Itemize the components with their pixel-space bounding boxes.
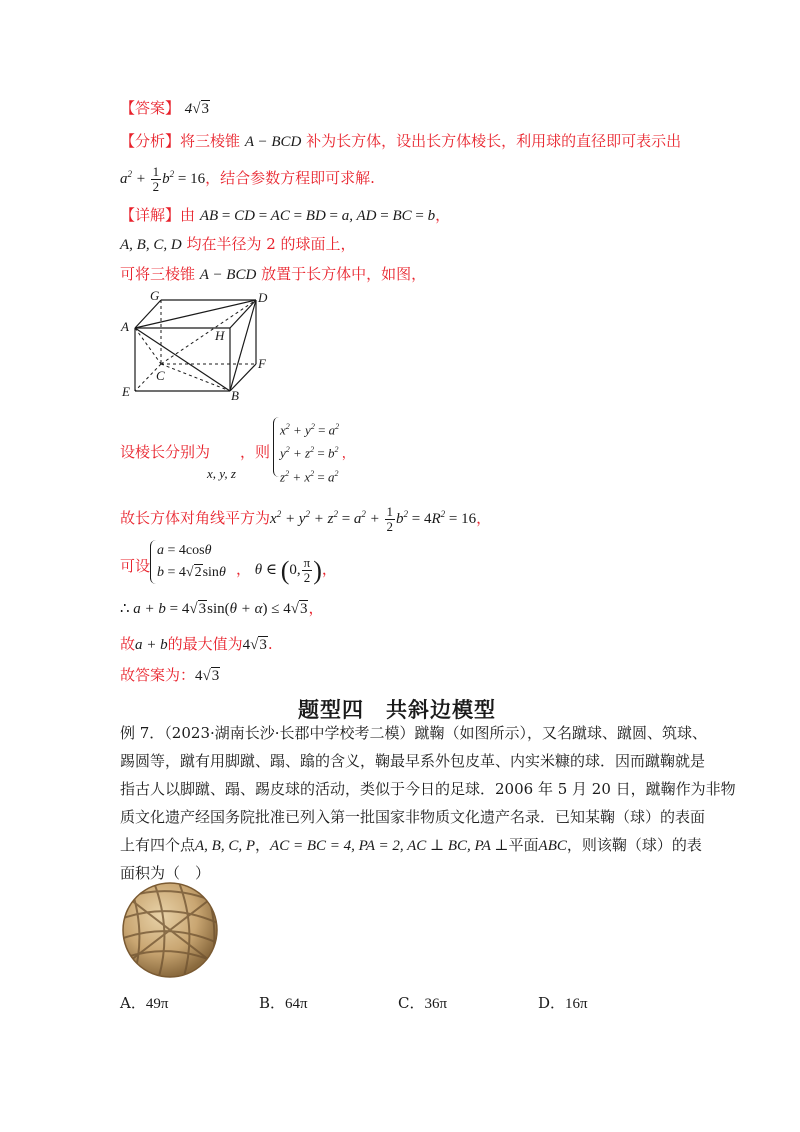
detail-text-10: 的最大值为 bbox=[167, 635, 243, 653]
choice-c[interactable] bbox=[398, 992, 447, 1013]
detail-text-5: 设棱长分别为 bbox=[120, 443, 211, 461]
label-C: C bbox=[156, 368, 165, 383]
detail-text-2: 均在半径为 2 的球面上， bbox=[186, 235, 356, 253]
section-title: 题型四 共斜边模型 bbox=[298, 698, 496, 722]
detail-line-5: 故长方体对角线平方为$x^2 + y^2 + z^2 = a^2$ + $\frac{1}{2}$ $b^2 = 4R^2 = 16$， bbox=[120, 504, 492, 535]
detail-line-7: ∴ a + b = 4√3sin(θ + α) ≤ 4√3， bbox=[120, 599, 324, 617]
question-line-5 bbox=[120, 831, 702, 860]
question-line-6: 面积为（ ） bbox=[120, 864, 211, 882]
answer-value: 4√3 bbox=[184, 101, 210, 117]
detail-line-3 bbox=[120, 264, 426, 285]
detail-eq-1: AB = CD = AC = BD = a, AD = BC = b bbox=[199, 208, 436, 224]
choice-a-value: 49π bbox=[145, 996, 169, 1012]
cuboid-figure bbox=[118, 288, 278, 403]
q5-text-d: ，则该鞠（球）的表 bbox=[566, 836, 702, 854]
detail-points: A, B, C, D bbox=[120, 237, 182, 253]
tetra-name: A − BCD bbox=[244, 134, 302, 150]
question-line-1: 例 7．（2023·湖南长沙·长郡中学校考二模）蹴鞠（如图所示），又名蹴球、蹴圆、筑球、 bbox=[120, 724, 708, 742]
detail-line-1 bbox=[120, 205, 450, 226]
answer-line bbox=[120, 98, 210, 119]
question-line-4: 质文化遗产经国务院批准已列入第一批国家非物质文化遗产名录．已知某鞠（球）的表面 bbox=[120, 808, 706, 826]
tetra-name-2: A − BCD bbox=[199, 267, 257, 283]
choice-b-letter: B． bbox=[259, 994, 286, 1012]
detail-line-9 bbox=[120, 665, 220, 686]
choice-d-letter: D． bbox=[538, 994, 566, 1012]
label-B: B bbox=[231, 388, 239, 403]
label-A: A bbox=[121, 319, 129, 334]
cuju-ball-image bbox=[118, 880, 222, 980]
q5-text-c: 平面 bbox=[508, 836, 539, 854]
analysis-line bbox=[120, 131, 681, 152]
label-G: G bbox=[150, 288, 160, 303]
inequality: ∴ a + b = 4√3sin(θ + α) ≤ 4√3 bbox=[120, 601, 308, 617]
choice-a[interactable] bbox=[120, 992, 168, 1013]
sys-eq-3: $z^2 + x^2 = a^2$ bbox=[280, 468, 339, 484]
question-line-3: 指古人以脚蹴、蹋、踢皮球的活动，类似于今日的足球．2006 年 5 月 20 日，蹴鞠作为非物 bbox=[120, 780, 736, 798]
analysis-text-2: 补为长方体，设出长方体棱长，利用球的直径即可表示出 bbox=[306, 132, 682, 150]
question-line-2: 踢圆等，蹴有用脚蹴、蹋、蹹的含义，鞠最早系外包皮革、内实米糠的球．因而蹴鞠就是 bbox=[120, 752, 706, 770]
detail-label: 【详解】 bbox=[120, 206, 181, 224]
choice-d[interactable] bbox=[538, 992, 588, 1013]
detail-text: 由 bbox=[180, 206, 196, 224]
analysis-eq-line bbox=[120, 160, 375, 194]
param-system bbox=[157, 540, 226, 584]
analysis-equation: $a^2$ + $\frac{1}{2}$ $b^2 = 16$ bbox=[120, 164, 206, 195]
detail-line-6 bbox=[120, 556, 150, 576]
q5-conditions: AC = BC = 4, PA = 2, AC ⊥ BC, PA ⊥ bbox=[270, 838, 509, 854]
label-D: D bbox=[258, 290, 268, 305]
system-brace bbox=[273, 417, 280, 477]
detail-text-9: 故 bbox=[120, 635, 136, 653]
detail-text-8: 可设 bbox=[120, 557, 151, 575]
choice-b-value: 64π bbox=[285, 996, 308, 1012]
param-brace bbox=[150, 540, 157, 584]
max-value: 4√3 bbox=[242, 637, 267, 653]
final-answer: 4√3 bbox=[195, 668, 220, 684]
detail-line-8: 故a + b的最大值为4√3. bbox=[120, 635, 273, 653]
analysis-text-3: ，结合参数方程即可求解. bbox=[205, 169, 375, 187]
edge-AC bbox=[135, 328, 161, 364]
q5-points: A, B, C, P bbox=[195, 838, 256, 854]
choice-a-letter: A． bbox=[120, 994, 146, 1012]
choice-b[interactable] bbox=[259, 992, 308, 1013]
detail-then: ，则 bbox=[240, 443, 271, 461]
analysis-label: 【分析】 bbox=[120, 132, 181, 150]
sys-eq-1: $x^2 + y^2 = a^2$ bbox=[280, 422, 340, 438]
q5-text-a: 上有四个点 bbox=[120, 836, 196, 854]
diagonal-equation: $x^2 + y^2 + z^2 = a^2$ + $\frac{1}{2}$ $b^2 = 4R^2 = 16$ bbox=[270, 504, 477, 535]
label-E: E bbox=[122, 384, 130, 399]
comma: ， bbox=[435, 206, 451, 224]
answer-label: 【答案】 bbox=[120, 99, 181, 117]
equation-system bbox=[280, 417, 355, 487]
detail-text-3: 可将三棱锥 bbox=[120, 265, 196, 283]
param-a: a = 4cosθ bbox=[157, 543, 212, 558]
sum-ab: a + b bbox=[135, 637, 168, 653]
choice-c-value: 36π bbox=[424, 996, 448, 1012]
detail-line-4 bbox=[120, 442, 210, 462]
q5-plane: ABC bbox=[538, 838, 567, 854]
detail-text-4: 放置于长方体中，如图， bbox=[261, 265, 427, 283]
label-F: F bbox=[258, 356, 266, 371]
choice-d-value: 16π bbox=[565, 996, 588, 1012]
sys-eq-2: $y^2 + z^2 = b^2$ ， bbox=[280, 445, 355, 461]
analysis-text: 将三棱锥 bbox=[180, 132, 241, 150]
edge-AG bbox=[135, 300, 161, 328]
theta-range: ， θ ∈ (0, $\frac{\pi}{2}$ )， bbox=[236, 555, 337, 586]
q5-text-b: ， bbox=[255, 836, 271, 854]
edge-variables: x, y, z bbox=[207, 466, 236, 481]
detail-line-2 bbox=[120, 234, 356, 255]
edge-AD bbox=[135, 300, 256, 328]
choice-c-letter: C． bbox=[398, 994, 425, 1012]
label-H: H bbox=[215, 328, 225, 343]
param-b: b = 4√2sinθ bbox=[157, 565, 226, 580]
detail-text-11: 故答案为： bbox=[120, 666, 196, 684]
detail-text-7: 故长方体对角线平方为 bbox=[120, 509, 271, 527]
